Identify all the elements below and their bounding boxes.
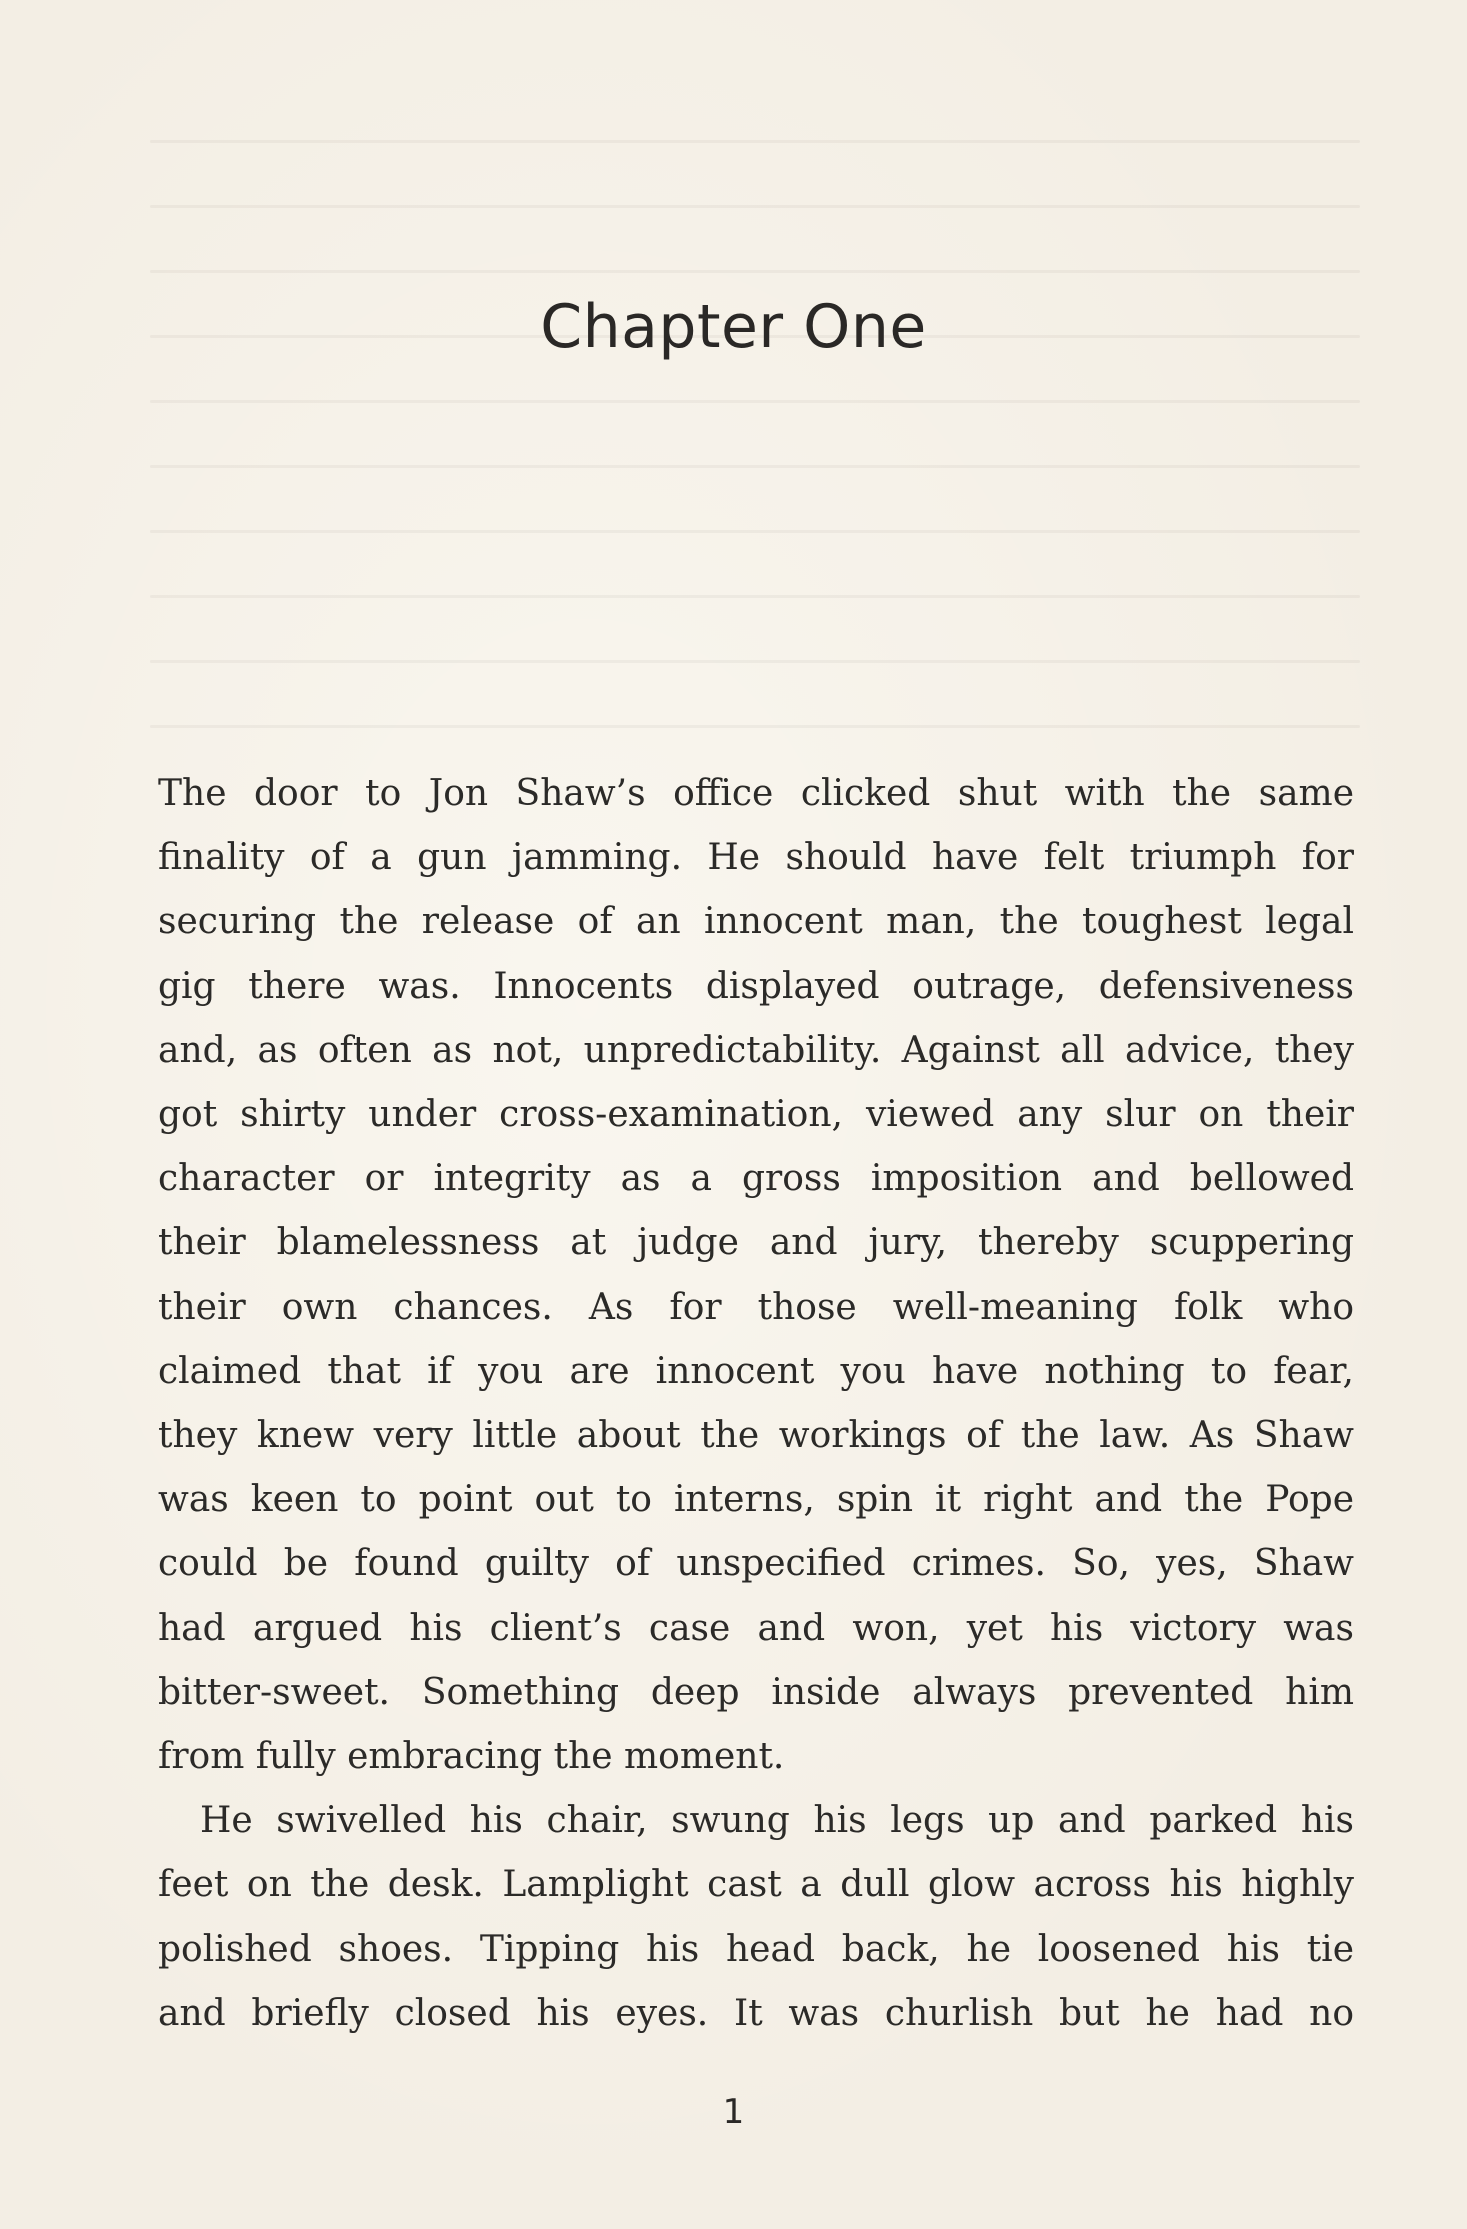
text-line: claimed that if you are innocent you have nothing to fear, <box>158 1350 1354 1392</box>
show-through-line <box>150 270 1360 273</box>
show-through-line <box>150 725 1360 728</box>
text-line: and briefly closed his eyes. It was churlish but he had no <box>158 1992 1354 2034</box>
show-through-line <box>150 660 1360 663</box>
text-line: got shirty under cross-examination, viewed any slur on their <box>158 1094 1354 1136</box>
paragraph-1 <box>158 762 1354 1789</box>
text-line: He swivelled his chair, swung his legs up and parked his <box>200 1800 1354 1842</box>
text-line: securing the release of an innocent man, the toughest legal <box>158 901 1354 943</box>
text-line: had argued his client’s case and won, yet his victory was <box>158 1607 1354 1649</box>
show-through-line <box>150 595 1360 598</box>
show-through-line <box>150 400 1360 403</box>
show-through-line <box>150 140 1360 143</box>
chapter-title: Chapter One <box>540 292 927 362</box>
text-line: their own chances. As for those well-meaning folk who <box>158 1286 1354 1328</box>
body-text <box>158 762 1354 2046</box>
text-line: polished shoes. Tipping his head back, he loosened his tie <box>158 1928 1354 1970</box>
paragraph-2 <box>158 1789 1354 2046</box>
text-line: feet on the desk. Lamplight cast a dull glow across his highly <box>158 1864 1354 1906</box>
show-through-line <box>150 465 1360 468</box>
text-line: gig there was. Innocents displayed outrage, defensiveness <box>158 965 1354 1007</box>
text-line: from fully embracing the moment. <box>158 1736 785 1778</box>
show-through-line <box>150 530 1360 533</box>
page-number: 1 <box>722 2092 745 2132</box>
text-line: their blamelessness at judge and jury, thereby scuppering <box>158 1222 1354 1264</box>
text-line: was keen to point out to interns, spin it right and the Pope <box>158 1479 1354 1521</box>
text-line: and, as often as not, unpredictability. Against all advice, they <box>158 1029 1354 1071</box>
text-line: they knew very little about the workings of the law. As Shaw <box>158 1415 1354 1457</box>
text-line: The door to Jon Shaw’s office clicked shut with the same <box>158 773 1354 814</box>
text-line: bitter-sweet. Something deep inside always prevented him <box>158 1671 1354 1713</box>
text-line: character or integrity as a gross imposition and bellowed <box>158 1158 1354 1200</box>
text-line: could be found guilty of unspecified crimes. So, yes, Shaw <box>158 1543 1354 1585</box>
show-through-line <box>150 205 1360 208</box>
text-line: finality of a gun jamming. He should have felt triumph for <box>158 837 1354 879</box>
